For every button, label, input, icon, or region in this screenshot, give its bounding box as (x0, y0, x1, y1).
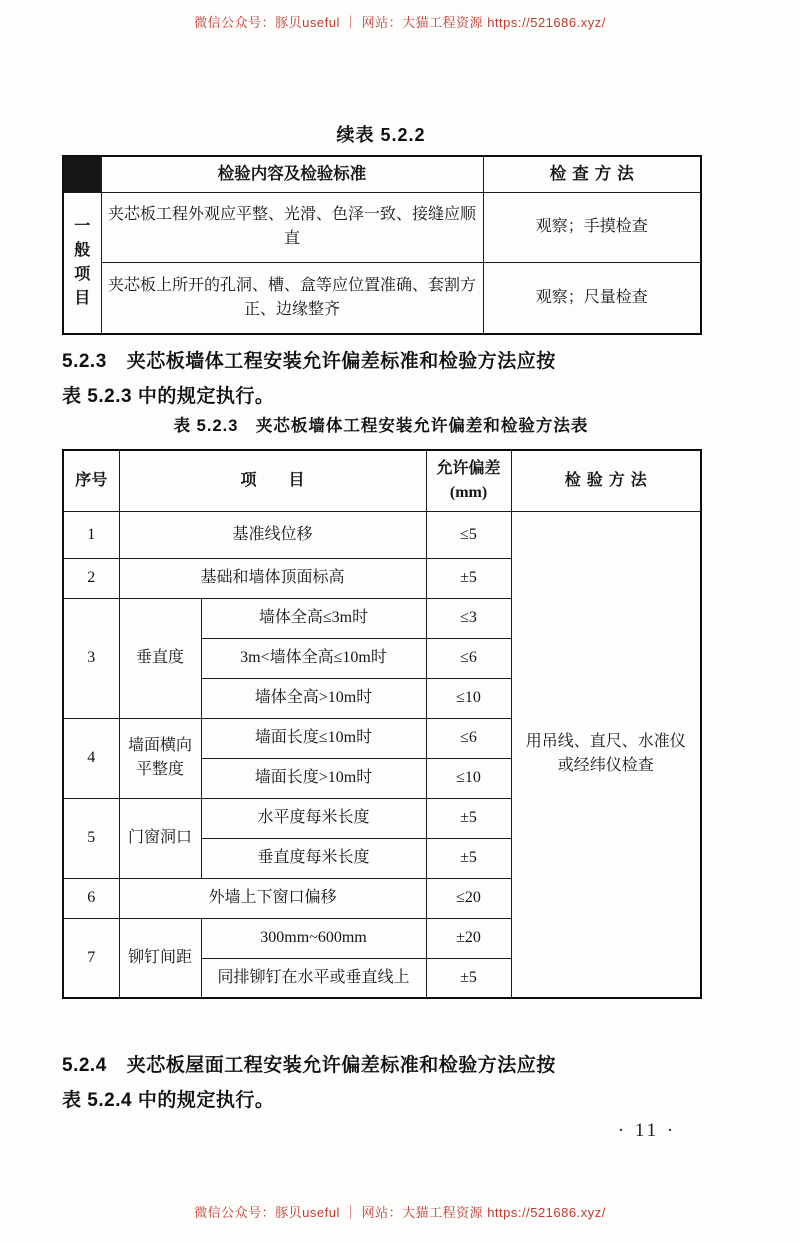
cell-no: 2 (63, 558, 119, 598)
cell-deviation: ±5 (426, 838, 511, 878)
cell-item: 垂直度每米长度 (201, 838, 426, 878)
header-item: 项 目 (119, 450, 426, 511)
table2-header-row (63, 450, 701, 511)
cell-item: 墙体全高>10m时 (201, 678, 426, 718)
cell-item: 墙体全高≤3m时 (201, 598, 426, 638)
cell-no: 1 (63, 511, 119, 558)
method-line2: 或经纬仪检查 (557, 757, 654, 775)
table1-header-content: 检验内容及检验标准 (101, 156, 483, 192)
cell-no: 3 (63, 598, 119, 718)
content-cell: 夹芯板工程外观应平整、光滑、色泽一致、接缝应顺直 (101, 192, 483, 262)
cell-deviation: ≤20 (426, 878, 511, 918)
watermark-top: 微信公众号：豚贝useful ｜ 网站：大猫工程资源 https://521686.xyz/ (194, 15, 606, 30)
cell-group: 墙面横向平整度 (119, 718, 201, 798)
cell-item: 水平度每米长度 (201, 798, 426, 838)
table-5-2-3 (62, 449, 702, 999)
cell-deviation: ±5 (426, 798, 511, 838)
content-cell: 夹芯板上所开的孔洞、槽、盒等应位置准确、套割方正、边缘整齐 (101, 262, 483, 334)
cell-deviation: ≤5 (426, 511, 511, 558)
clause-text-line2: 表 5.2.3 中的规定执行。 (62, 386, 275, 407)
header-deviation-line1: 允许偏差 (436, 459, 501, 477)
header-no: 序号 (63, 450, 119, 511)
cell-deviation: ≤6 (426, 638, 511, 678)
table2-title: 表 5.2.3 夹芯板墙体工程安装允许偏差和检验方法表 (173, 417, 589, 435)
method-cell: 观察；手摸检查 (483, 192, 701, 262)
cell-item: 外墙上下窗口偏移 (119, 878, 426, 918)
header-deviation (426, 450, 511, 511)
cell-item: 墙面长度≤10m时 (201, 718, 426, 758)
header-deviation-line2: (mm) (449, 483, 488, 501)
clause-number: 5.2.4 (62, 1055, 107, 1076)
cell-item: 基准线位移 (119, 511, 426, 558)
cell-item: 3m<墙体全高≤10m时 (201, 638, 426, 678)
table1-header-method: 检查方法 (483, 156, 701, 192)
cell-deviation: ±20 (426, 918, 511, 958)
clause-5-2-3 (62, 344, 722, 414)
table-row (63, 192, 701, 262)
table1-header-row (63, 156, 701, 192)
cell-item: 同排铆钉在水平或垂直线上 (201, 958, 426, 998)
watermark-bottom: 微信公众号：豚贝useful ｜ 网站：大猫工程资源 https://521686.xyz/ (194, 1205, 606, 1220)
cell-deviation: ≤6 (426, 718, 511, 758)
table1-side-label: 一般项目 (63, 192, 101, 334)
cell-group: 门窗洞口 (119, 798, 201, 878)
table-row (63, 262, 701, 334)
cell-deviation: ±5 (426, 958, 511, 998)
cell-item: 墙面长度>10m时 (201, 758, 426, 798)
clause-5-2-4 (62, 1048, 722, 1118)
table1-corner-cell (63, 156, 101, 192)
page-number: · 11 · (617, 1120, 677, 1141)
table-5-2-2-continued (62, 155, 702, 335)
cell-no: 5 (63, 798, 119, 878)
cell-deviation: ≤10 (426, 678, 511, 718)
cell-deviation: ≤10 (426, 758, 511, 798)
clause-text-line1: 夹芯板屋面工程安装允许偏差标准和检验方法应按 (126, 1055, 556, 1076)
method-cell: 观察；尺量检查 (483, 262, 701, 334)
cell-item: 300mm~600mm (201, 918, 426, 958)
cell-group: 铆钉间距 (119, 918, 201, 998)
cell-no: 4 (63, 718, 119, 798)
clause-text-line2: 表 5.2.4 中的规定执行。 (62, 1090, 275, 1111)
cell-no: 7 (63, 918, 119, 998)
cell-no: 6 (63, 878, 119, 918)
table1-title: 续表 5.2.2 (336, 125, 426, 145)
clause-number: 5.2.3 (62, 351, 107, 372)
cell-deviation: ±5 (426, 558, 511, 598)
table-row (63, 511, 701, 558)
header-method: 检验方法 (511, 450, 701, 511)
cell-deviation: ≤3 (426, 598, 511, 638)
inspection-method-cell (511, 511, 701, 998)
clause-text-line1: 夹芯板墙体工程安装允许偏差标准和检验方法应按 (126, 351, 556, 372)
cell-group: 垂直度 (119, 598, 201, 718)
method-line1: 用吊线、直尺、水准仪 (525, 733, 686, 751)
cell-item: 基础和墙体顶面标高 (119, 558, 426, 598)
